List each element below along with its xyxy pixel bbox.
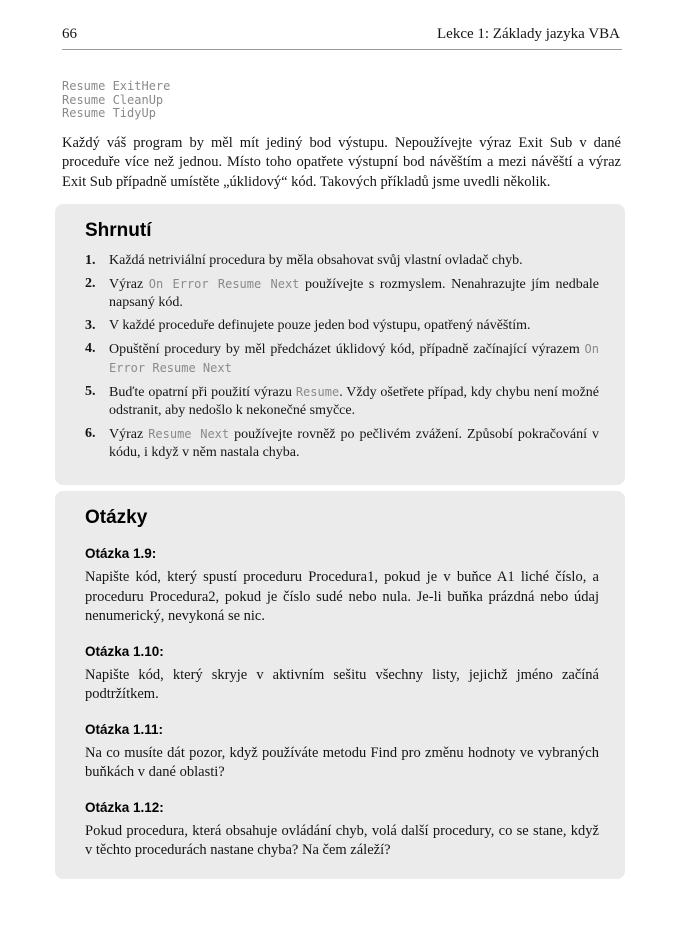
summary-item-number: 4. <box>85 341 96 356</box>
summary-item-text <box>109 252 599 270</box>
summary-item-number: 3. <box>85 318 96 333</box>
text-run: . Vždy ošetřete případ, kdy chybu není možné odstranit, aby nedošlo k nekonečné smyčce. <box>109 385 599 418</box>
question-item <box>85 800 599 861</box>
inline-code: Resume Next <box>148 427 230 441</box>
question-label: Otázka 1.11: <box>85 721 164 737</box>
text-run: V každé proceduře definujete pouze jeden bod výstupu, opatřený návěštím. <box>109 318 531 333</box>
page-content <box>0 80 700 879</box>
question-text: Na co musíte dát pozor, když používáte metodu Find pro změnu hodnoty ve vybraných buňkách v dané oblasti? <box>85 744 599 780</box>
summary-item <box>85 383 599 420</box>
text-run: používejte rovněž po pečlivém zvážení. Způsobí pokračování v kódu, i když v něm nastala chyba. <box>109 427 599 460</box>
question-item <box>85 644 599 705</box>
question-text: Pokud procedura, která obsahuje ovládání chyb, volá další procedury, co se stane, když v těchto procedurách nastane chyba? Na čem záleží? <box>85 822 599 858</box>
text-run: Výraz <box>109 427 149 442</box>
question-item <box>85 722 599 783</box>
text-run: Buďte opatrní při použití výrazu <box>109 385 296 400</box>
summary-item <box>85 252 599 270</box>
summary-item <box>85 340 599 378</box>
summary-item-text <box>109 317 599 335</box>
code-block <box>62 80 625 121</box>
inline-code: Resume <box>295 385 340 399</box>
chapter-title: Lekce 1: Základy jazyka VBA <box>437 26 620 42</box>
summary-item <box>85 317 599 335</box>
code-line: Resume TidyUp <box>62 106 156 120</box>
summary-item-number: 6. <box>85 426 96 441</box>
header-rule <box>62 49 622 50</box>
inline-code: On Error Resume Next <box>148 277 300 291</box>
intro-paragraph <box>62 134 621 193</box>
text-run: Každá netriviální procedura by měla obsahovat svůj vlastní ovladač chyb. <box>109 253 523 268</box>
summary-item-text <box>109 383 599 420</box>
page-header <box>0 0 700 43</box>
summary-item-number: 2. <box>85 276 96 291</box>
code-line: Resume CleanUp <box>62 92 164 107</box>
inline-code: On Error Resume Next <box>109 342 599 375</box>
summary-item <box>85 425 599 462</box>
text-run: Každý váš program by měl mít jediný bod výstupu. Nepoužívejte výraz Exit Sub v dané proceduře více než jednou. Místo toho opatřete výstupní bod návěštím a mezi návěští a výraz Exit Sub případně umístěte „úklidový“ kód. Takových příkladů jsme uvedli několik. <box>62 134 621 190</box>
page-number: 66 <box>62 26 77 42</box>
summary-list <box>85 252 599 462</box>
summary-item-number: 5. <box>85 384 96 399</box>
summary-item <box>85 275 599 312</box>
summary-item-text <box>109 275 599 312</box>
text-run: používejte s rozmyslem. Nenahrazujte jím nedbale napsaný kód. <box>109 277 600 310</box>
question-label: Otázka 1.9: <box>85 546 157 561</box>
questions-list <box>85 546 599 861</box>
question-text: Napište kód, který skryje v aktivním sešitu všechny listy, jejichž jméno začíná podtržítkem. <box>85 666 599 702</box>
text-run: Opuštění procedury by měl předcházet úklidový kód, případně začínající výrazem <box>109 342 585 357</box>
summary-item-number: 1. <box>85 253 96 268</box>
summary-title: Shrnutí <box>85 220 152 241</box>
questions-box <box>55 491 625 879</box>
question-item <box>85 546 599 627</box>
summary-box <box>55 204 625 485</box>
summary-item-text <box>109 340 599 378</box>
code-line: Resume ExitHere <box>62 79 171 93</box>
question-text: Napište kód, který spustí proceduru Procedura1, pokud je v buňce A1 liché číslo, a proceduru Procedura2, pokud je číslo sudé nebo nula. Je-li buňka prázdná nebo údaj nenumerický, nevykoná se nic. <box>85 569 599 624</box>
summary-item-text <box>109 425 599 462</box>
question-label: Otázka 1.10: <box>85 643 164 659</box>
question-label: Otázka 1.12: <box>85 799 164 815</box>
questions-title: Otázky <box>85 507 148 528</box>
text-run: Výraz <box>109 277 149 292</box>
